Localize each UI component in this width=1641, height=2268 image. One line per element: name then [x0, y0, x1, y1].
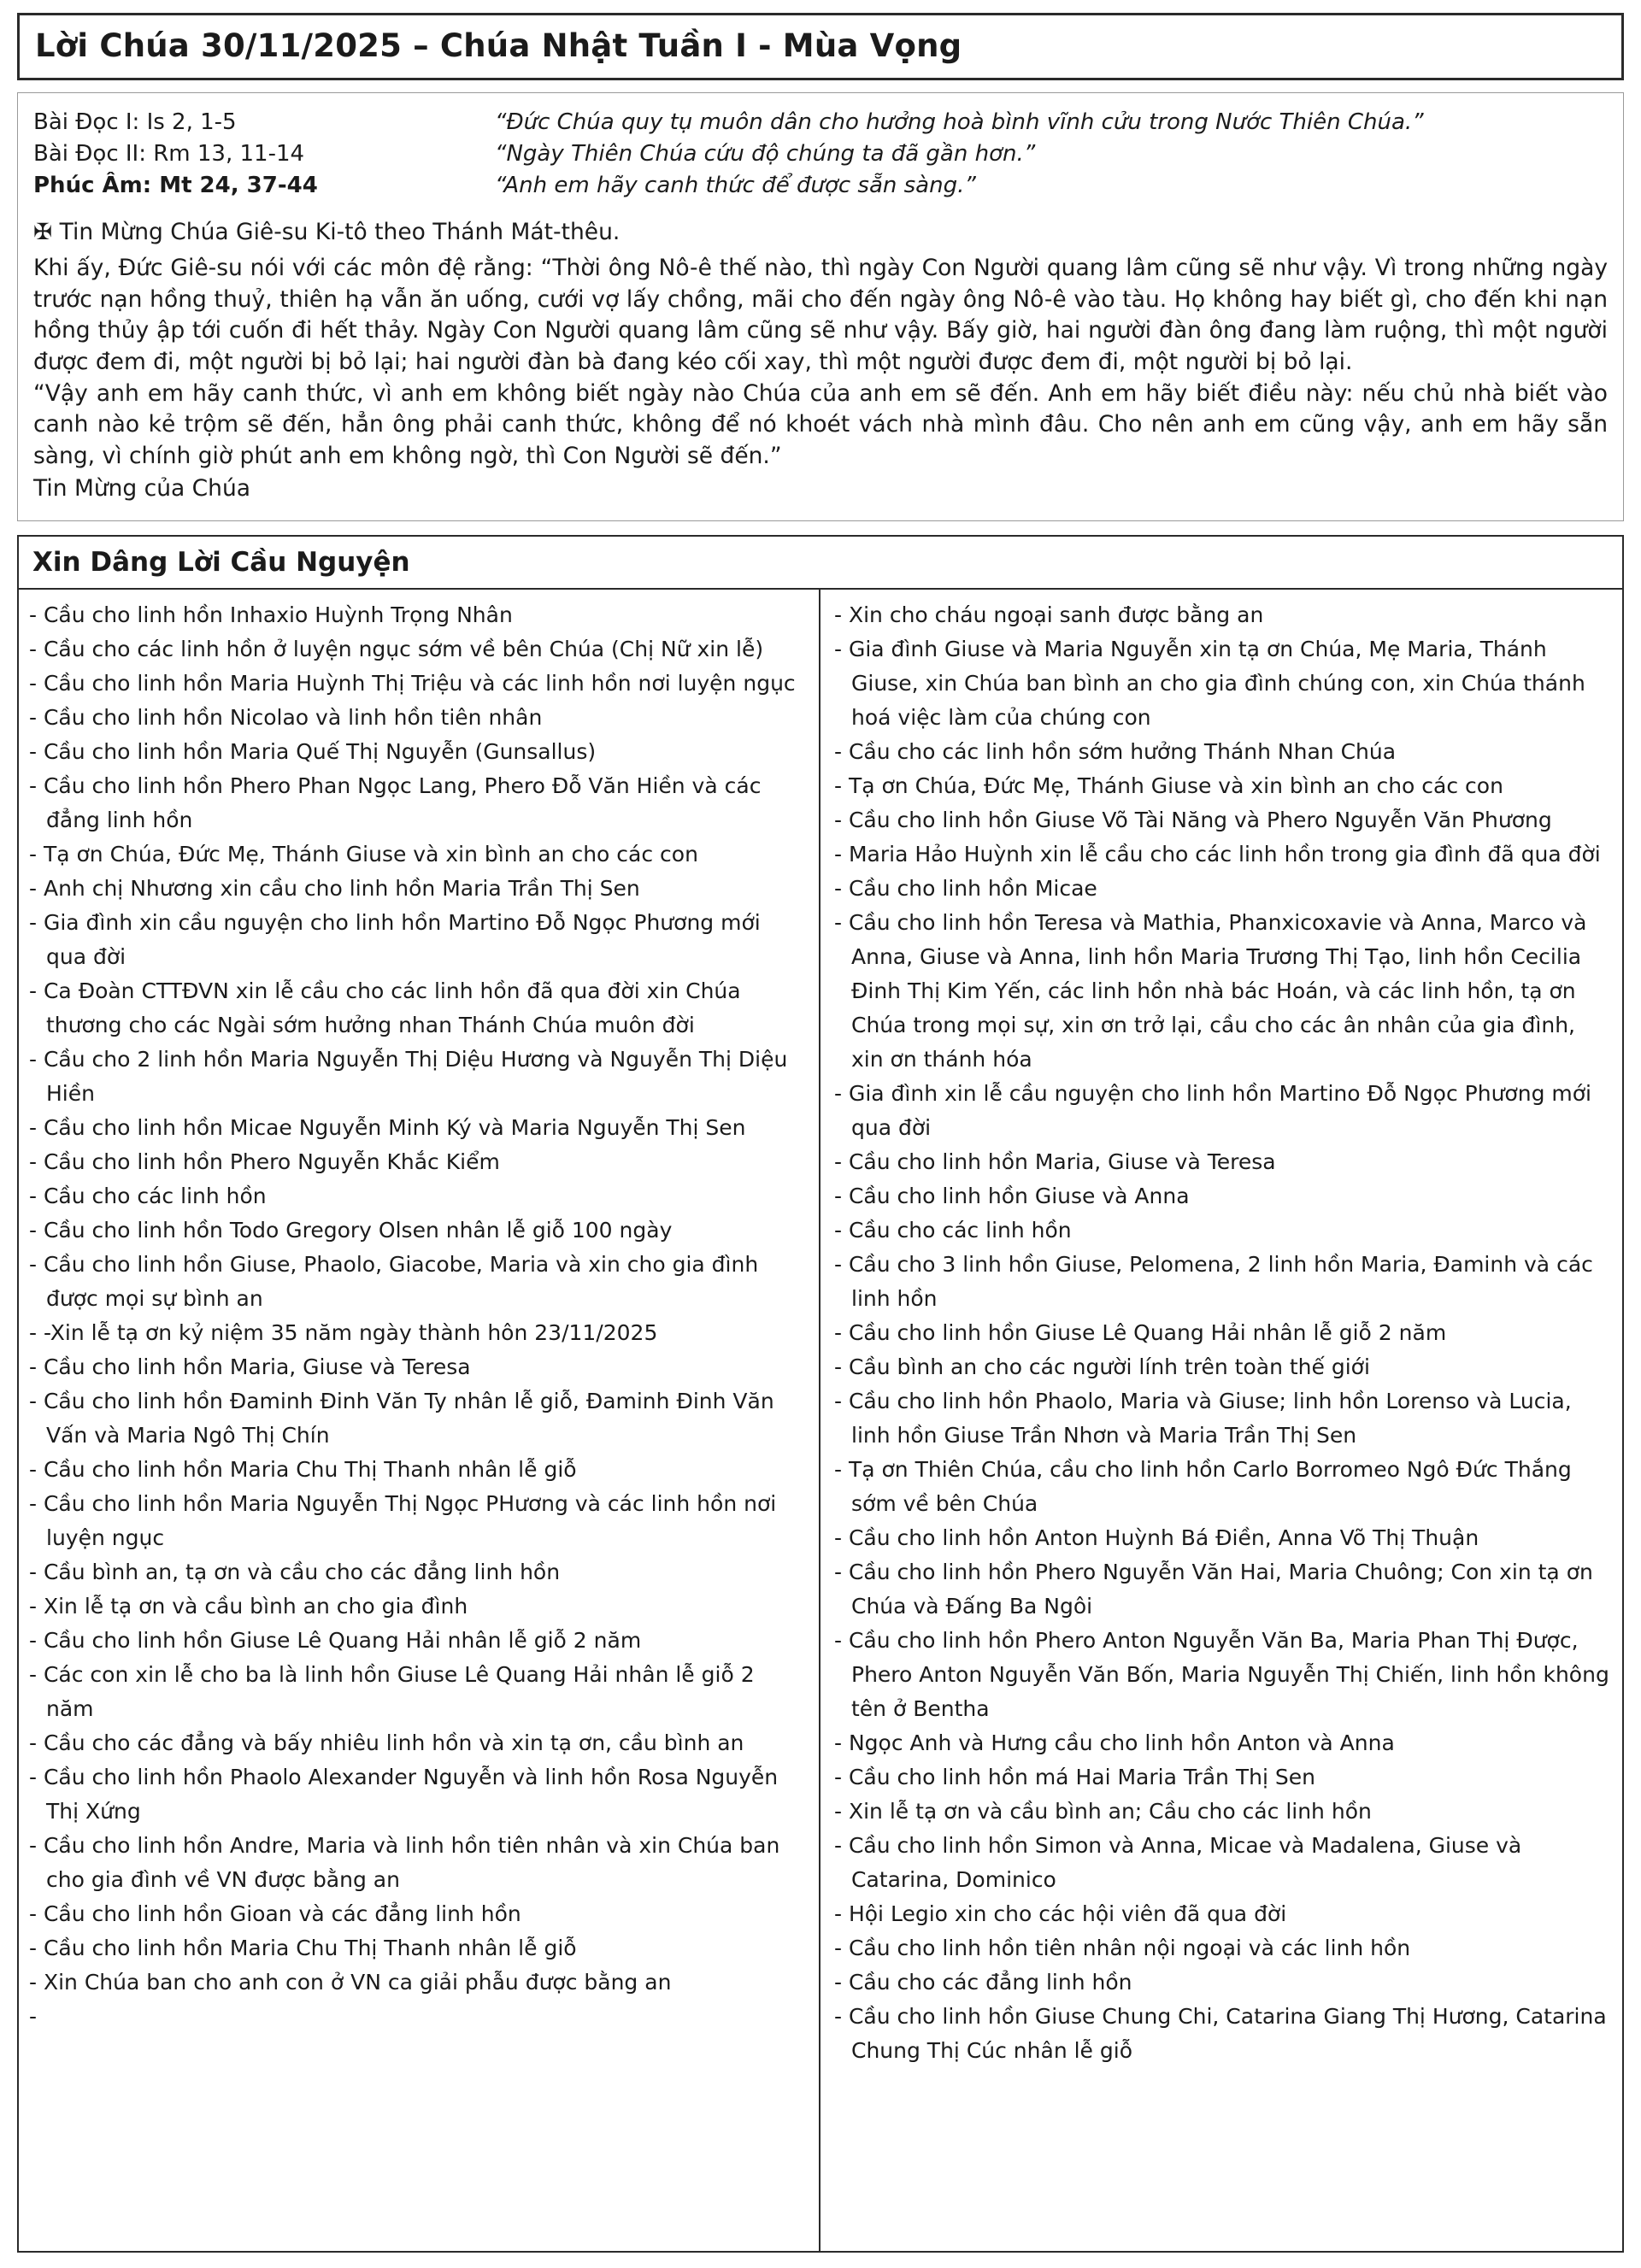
reading-2-quote: “Ngày Thiên Chúa cứu độ chúng ta đã gần hơn.” [495, 140, 1036, 167]
prayer-item: - Cầu cho linh hồn Giuse Lê Quang Hải nhân lễ giỗ 2 năm [29, 1627, 642, 1653]
prayer-item: - Gia đình xin lễ cầu nguyện cho linh hồn Martino Đỗ Ngọc Phương mới qua đời [834, 1080, 1591, 1140]
prayer-item: - Cầu cho linh hồn Gioan và các đẳng linh hồn [29, 1901, 521, 1926]
gospel-paragraph: Khi ấy, Đức Giê-su nói với các môn đệ rằng: “Thời ông Nô-ê thế nào, thì ngày Con Người quang lâm cũng sẽ như vậy. Vì trong những ngày trước nạn hồng thuỷ, thiên hạ vẫn ăn uống, cưới vợ lấy chồng, mãi cho đến ngày ông Nô-ê vào tàu. Họ không hay biết gì, cho đến khi nạn hồng thủy ập tới cuốn đi hết thảy. Ngày Con Người quang lâm cũng sẽ như vậy. Bấy giờ, hai người đàn ông đang làm ruộng, thì một người được đem đi, một người bị bỏ lại; hai người đàn bà đang kéo cối xay, thì một người được đem đi, một người bị bỏ lại. [33, 255, 1608, 375]
gospel-closing: Tin Mừng của Chúa [33, 475, 251, 502]
prayer-item: - Xin Chúa ban cho anh con ở VN ca giải phẫu được bằng an [29, 1969, 672, 1995]
prayer-item: - Cầu cho linh hồn Maria Nguyễn Thị Ngọc PHương và các linh hồn nơi luyện ngục [29, 1490, 777, 1550]
prayer-item: - Gia đình xin cầu nguyện cho linh hồn Martino Đỗ Ngọc Phương mới qua đời [29, 909, 761, 969]
reading-row-3 [33, 170, 1608, 202]
reading-3-label: Phúc Âm: Mt 24, 37-44 [33, 172, 318, 198]
prayer-item: - Xin lễ tạ ơn và cầu bình an cho gia đình [29, 1593, 468, 1619]
prayer-item: - Maria Hảo Huỳnh xin lễ cầu cho các linh hồn trong gia đình đã qua đời [834, 841, 1601, 867]
prayer-item: - Cầu cho linh hồn Micae [834, 875, 1097, 901]
prayer-item: - Xin cho cháu ngoại sanh được bằng an [834, 602, 1264, 627]
prayer-item: - Cầu cho các linh hồn [29, 1183, 267, 1208]
prayer-item: - -Xin lễ tạ ơn kỷ niệm 35 năm ngày thành hôn 23/11/2025 [29, 1319, 658, 1345]
prayer-item: - Cầu cho các đẳng linh hồn [834, 1969, 1132, 1995]
prayer-item: - Tạ ơn Chúa, Đức Mẹ, Thánh Giuse và xin bình an cho các con [29, 841, 698, 867]
gospel-paragraphs [33, 253, 1608, 472]
title-box [17, 13, 1624, 80]
prayer-item: - Ngọc Anh và Hưng cầu cho linh hồn Anton và Anna [834, 1730, 1395, 1755]
prayer-item: - Cầu cho linh hồn Nicolao và linh hồn tiên nhân [29, 704, 543, 730]
reading-2-label: Bài Đọc II: Rm 13, 11-14 [33, 140, 305, 167]
prayer-item: - Cầu cho các linh hồn [834, 1217, 1072, 1243]
prayer-item: - Cầu cho linh hồn Phero Nguyễn Khắc Kiểm [29, 1149, 500, 1174]
prayer-item: - Cầu cho linh hồn Andre, Maria và linh hồn tiên nhân và xin Chúa ban cho gia đình về VN được bằng an [29, 1832, 780, 1892]
prayer-item: - Cầu bình an cho các người lính trên toàn thế giới [834, 1354, 1370, 1379]
prayers-section [17, 535, 1624, 2253]
reading-row-2 [33, 138, 1608, 170]
prayer-item: - Cầu cho linh hồn Giuse và Anna [834, 1183, 1190, 1208]
prayer-item: - Anh chị Nhương xin cầu cho linh hồn Maria Trần Thị Sen [29, 875, 640, 901]
prayer-item: - Cầu cho linh hồn Phaolo Alexander Nguyễn và linh hồn Rosa Nguyễn Thị Xứng [29, 1764, 779, 1824]
prayer-item: - Tạ ơn Chúa, Đức Mẹ, Thánh Giuse và xin bình an cho các con [834, 773, 1503, 798]
prayer-item: - Cầu cho linh hồn Inhaxio Huỳnh Trọng Nhân [29, 602, 513, 627]
prayer-item: - Cầu cho các đẳng và bấy nhiêu linh hồn và xin tạ ơn, cầu bình an [29, 1730, 744, 1755]
reading-1-quote: “Đức Chúa quy tụ muôn dân cho hưởng hoà bình vĩnh cửu trong Nước Thiên Chúa.” [495, 109, 1424, 135]
prayer-item: - Cầu cho linh hồn Maria Huỳnh Thị Triệu và các linh hồn nơi luyện ngục [29, 670, 796, 696]
prayers-right-column [820, 590, 1622, 2251]
prayers-title: Xin Dâng Lời Cầu Nguyện [19, 537, 1622, 590]
prayer-item: - Cầu cho linh hồn Maria Chu Thị Thanh nhân lễ giỗ [29, 1456, 577, 1482]
prayer-item: - Ca Đoàn CTTĐVN xin lễ cầu cho các linh hồn đã qua đời xin Chúa thương cho các Ngài sớm hưởng nhan Thánh Chúa muôn đời [29, 978, 741, 1037]
prayer-item: - Cầu cho linh hồn Giuse Chung Chi, Catarina Giang Thị Hương, Catarina Chung Thị Cúc nhân lễ giỗ [834, 2003, 1607, 2063]
page-title: Lời Chúa 30/11/2025 – Chúa Nhật Tuần I - Mùa Vọng [35, 27, 962, 64]
prayer-item: - Gia đình Giuse và Maria Nguyễn xin tạ ơn Chúa, Mẹ Maria, Thánh Giuse, xin Chúa ban bình an cho gia đình chúng con, xin Chúa thánh hoá việc làm của chúng con [834, 636, 1585, 730]
prayer-item: - Cầu cho linh hồn Giuse Võ Tài Năng và Phero Nguyễn Văn Phương [834, 807, 1552, 832]
prayer-item: - Cầu cho linh hồn Phero Phan Ngọc Lang, Phero Đỗ Văn Hiền và các đẳng linh hồn [29, 773, 762, 832]
prayer-item: - Hội Legio xin cho các hội viên đã qua đời [834, 1901, 1287, 1926]
prayer-item: - Cầu cho linh hồn Phaolo, Maria và Giuse; linh hồn Lorenso và Lucia, linh hồn Giuse Trần Nhơn và Maria Trần Thị Sen [834, 1388, 1572, 1448]
reading-row-1 [33, 107, 1608, 138]
prayer-item: - Tạ ơn Thiên Chúa, cầu cho linh hồn Carlo Borromeo Ngô Đức Thắng sớm về bên Chúa [834, 1456, 1572, 1516]
prayer-item: - Cầu cho 2 linh hồn Maria Nguyễn Thị Diệu Hương và Nguyễn Thị Diệu Hiền [29, 1046, 788, 1106]
prayer-item: - Cầu cho linh hồn Anton Huỳnh Bá Điền, Anna Võ Thị Thuận [834, 1525, 1479, 1550]
prayer-item: - Cầu cho linh hồn Maria Quế Thị Nguyễn (Gunsallus) [29, 738, 597, 764]
readings-gospel-section [17, 92, 1624, 521]
prayer-item: - Cầu cho linh hồn Maria Chu Thị Thanh nhân lễ giỗ [29, 1935, 577, 1960]
prayer-item: - Cầu cho linh hồn Maria, Giuse và Teresa [29, 1354, 471, 1379]
prayer-item: - Cầu cho linh hồn Giuse, Phaolo, Giacobe, Maria và xin cho gia đình được mọi sự bình an [29, 1251, 759, 1311]
prayer-item: - Cầu cho linh hồn má Hai Maria Trần Thị Sen [834, 1764, 1315, 1789]
gospel-text [33, 217, 1608, 505]
prayer-item: - Cầu cho 3 linh hồn Giuse, Pelomena, 2 linh hồn Maria, Đaminh và các linh hồn [834, 1251, 1593, 1311]
prayer-item: - Cầu cho linh hồn tiên nhân nội ngoại và các linh hồn [834, 1935, 1411, 1960]
prayer-item: - Cầu cho linh hồn Micae Nguyễn Minh Ký và Maria Nguyễn Thị Sen [29, 1114, 746, 1140]
prayer-item: - Cầu cho các linh hồn ở luyện ngục sớm về bên Chúa (Chị Nữ xin lễ) [29, 636, 764, 661]
prayer-item: - Cầu cho linh hồn Teresa và Mathia, Phanxicoxavie và Anna, Marco và Anna, Giuse và Anna, linh hồn Maria Trương Thị Tạo, linh hồn Cecilia Đinh Thị Kim Yến, các linh hồn nhà bác Hoán, và các linh hồn, tạ ơn Chúa trong mọi sự, xin ơn trở lại, cầu cho các ân nhân của gia đình, xin ơn thánh hóa [834, 909, 1587, 1072]
prayer-item: - Cầu cho linh hồn Đaminh Đinh Văn Ty nhân lễ giỗ, Đaminh Đinh Văn Vấn và Maria Ngô Thị Chín [29, 1388, 774, 1448]
reading-1-label: Bài Đọc I: Is 2, 1-5 [33, 109, 237, 135]
prayer-item: - Cầu cho các linh hồn sớm hưởng Thánh Nhan Chúa [834, 738, 1397, 764]
prayer-item: - Cầu cho linh hồn Simon và Anna, Micae và Madalena, Giuse và Catarina, Dominico [834, 1832, 1522, 1892]
prayer-item: - [29, 2003, 38, 2029]
prayers-left-column [19, 590, 820, 2251]
readings-list [33, 107, 1608, 202]
prayer-item: - Cầu cho linh hồn Giuse Lê Quang Hải nhân lễ giỗ 2 năm [834, 1319, 1447, 1345]
prayer-item: - Cầu cho linh hồn Todo Gregory Olsen nhân lễ giỗ 100 ngày [29, 1217, 673, 1243]
reading-3-quote: “Anh em hãy canh thức để được sẵn sàng.” [495, 172, 976, 198]
prayer-item: - Xin lễ tạ ơn và cầu bình an; Cầu cho các linh hồn [834, 1798, 1372, 1824]
prayers-columns [19, 590, 1622, 2251]
prayer-item: - Các con xin lễ cho ba là linh hồn Giuse Lê Quang Hải nhân lễ giỗ 2 năm [29, 1661, 755, 1721]
prayer-item: - Cầu cho linh hồn Maria, Giuse và Teresa [834, 1149, 1276, 1174]
gospel-paragraph: “Vậy anh em hãy canh thức, vì anh em không biết ngày nào Chúa của anh em sẽ đến. Anh em hãy biết điều này: nếu chủ nhà biết vào canh nào kẻ trộm sẽ đến, hẳn ông phải canh thức, không để nó khoét vách nhà mình đâu. Cho nên anh em cũng vậy, anh em hãy sẵn sàng, vì chính giờ phút anh em không ngờ, thì Con Người sẽ đến.” [33, 379, 1608, 469]
prayer-item: - Cầu cho linh hồn Phero Anton Nguyễn Văn Ba, Maria Phan Thị Được, Phero Anton Nguyễn Văn Bốn, Maria Nguyễn Thị Chiến, linh hồn không tên ở Bentha [834, 1627, 1609, 1721]
prayer-item: - Cầu cho linh hồn Phero Nguyễn Văn Hai, Maria Chuông; Con xin tạ ơn Chúa và Đấng Ba Ngôi [834, 1559, 1593, 1619]
gospel-intro: ✠ Tin Mừng Chúa Giê-su Ki-tô theo Thánh Mát-thêu. [33, 218, 621, 245]
prayer-item: - Cầu bình an, tạ ơn và cầu cho các đẳng linh hồn [29, 1559, 561, 1584]
